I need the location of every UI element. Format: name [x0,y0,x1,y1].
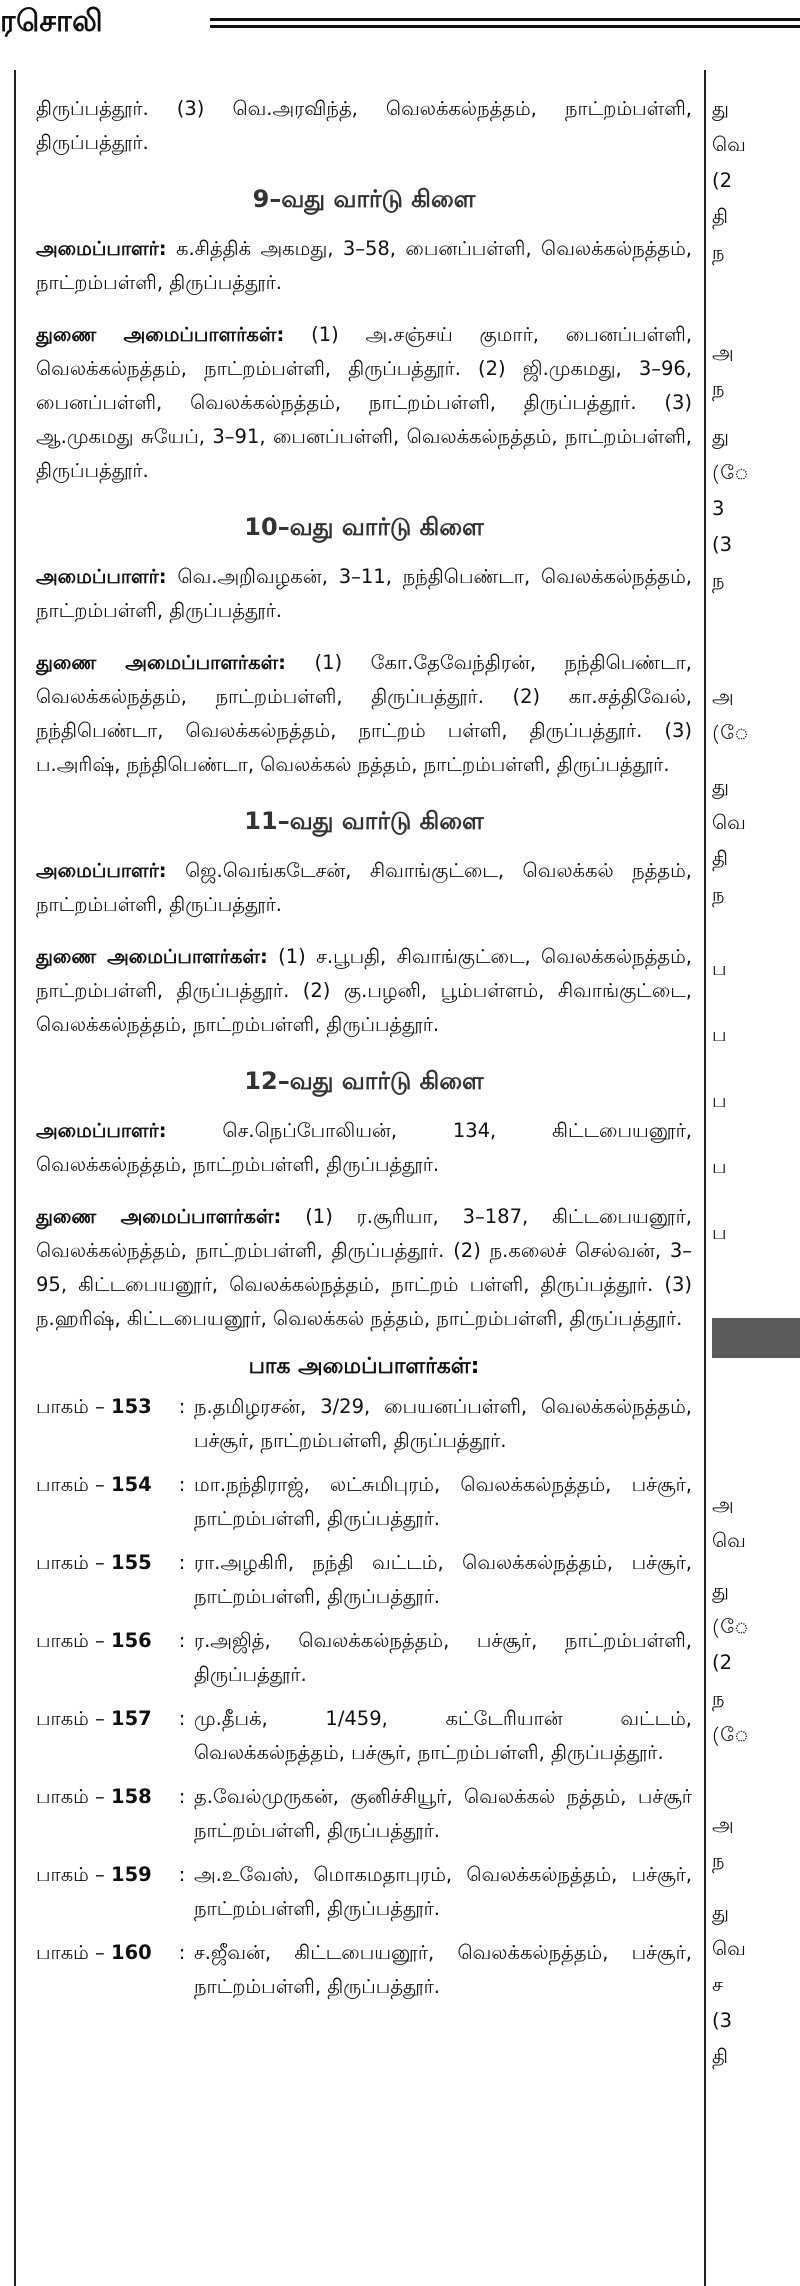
booth-number [36,1858,170,1926]
organizer-label: அமைப்பாளர்: [36,1119,167,1142]
fragment-text: ப [712,1221,727,1244]
fragment-text: ந [712,883,725,906]
deputies-text: (1) ர.சூரியா, 3–187, கிட்டபையனூர், வெலக்கல்நத்தம், நாட்றம்பள்ளி, திருப்பத்தூர். (2) ந.கலைச் செல்வன், 3–95, கிட்டபையனூர், வெலக்கல்நத்தம், நாட்றம் பள்ளி, திருப்பத்தூர். (3) ந.ஹரிஷ், கிட்டபையனூர், வெலக்கல் நத்தம், நாட்றம்பள்ளி, திருப்பத்தூர். [36,1205,693,1330]
booth-num: 156 [111,1629,152,1652]
booth-colon: : [178,1629,186,1652]
organizer-text: க.சித்திக் அகமது, 3–58, பைனப்பள்ளி, வெலக்கல்நத்தம், நாட்றம்பள்ளி, திருப்பத்தூர். [36,237,693,294]
ward-heading: 11–வது வார்டு கிளை [244,807,484,835]
organizer-paragraph [36,1114,692,1182]
fragment-text: (ே [712,1723,749,1746]
fragment-text: தி [712,2045,728,2068]
fragment-text: ப [712,1089,727,1112]
fragment-text: ந [712,1849,725,1872]
booth-row [36,1936,692,2004]
deputies-text: (1) அ.சஞ்சய் குமார், பைனப்பள்ளி, வெலக்கல்நத்தம், நாட்றம்பள்ளி, திருப்பத்தூர். (2) ஜி.முகமது, 3–96, பைனப்பள்ளி, வெலக்கல்நத்தம், நாட்றம்பள்ளி, திருப்பத்தூர். (3) ஆ.முகமது சுயேப், 3–91, பைனப்பள்ளி, வெலக்கல்நத்தம், நாட்றம்பள்ளி, திருப்பத்தூர். [36,323,693,482]
booth-colon: : [178,1863,186,1886]
booth-number [36,1780,170,1848]
booth-prefix: பாகம் – [36,1707,112,1730]
booth-prefix: பாகம் – [36,1785,112,1808]
fragment-text: தி [712,847,728,870]
fragment-text: (ே [712,721,749,744]
organizer-text: ஜெ.வெங்கடேசன், சிவாங்குட்டை, வெலக்கல் நத்தம், நாட்றம்பள்ளி, திருப்பத்தூர். [36,859,692,916]
fragment-text: ந [712,241,725,264]
fragment-text: து [712,1901,729,1924]
organizer-text: வெ.அறிவழகன், 3–11, நந்திபெண்டா, வெலக்கல்நத்தம், நாட்றம்பள்ளி, திருப்பத்தூர். [36,565,692,622]
booth-row [36,1702,692,1770]
fragment-text: (ே [712,461,749,484]
fragment-text: ந [712,569,725,592]
booth-num: 159 [111,1863,152,1886]
booth-prefix: பாகம் – [36,1551,112,1574]
booth-row [36,1780,692,1848]
booth-number [36,1624,170,1692]
booth-colon: : [178,1395,186,1418]
booth-prefix: பாகம் – [36,1941,112,1964]
left-column-divider [14,70,16,2286]
booth-row [36,1546,692,1614]
fragment-text: அ [712,685,734,708]
fragment-text: து [712,1579,729,1602]
masthead-title: ரசொலி [0,4,104,39]
booth-colon: : [178,1473,186,1496]
booth-detail: த.வேல்முருகன், குனிச்சியூர், வெலக்கல் நத்தம், பச்சூர் நாட்றம்பள்ளி, திருப்பத்தூர். [194,1785,692,1842]
fragment-text: ந [712,1687,725,1710]
booth-detail: அ.உவேஸ், மொகமதாபுரம், வெலக்கல்நத்தம், பச்சூர், நாட்றம்பள்ளி, திருப்பத்தூர். [194,1863,692,1920]
booth-prefix: பாகம் – [36,1629,112,1652]
fragment-text: ப [712,1023,727,1046]
fragment-text: (2 [712,169,733,192]
booth-row [36,1390,692,1458]
booth-detail: ச.ஜீவன், கிட்டபையனூர், வெலக்கல்நத்தம், பச்சூர், நாட்றம்பள்ளி, திருப்பத்தூர். [194,1941,692,1998]
fragment-text: ப [712,957,727,980]
gray-block [712,1318,800,1358]
organizer-label: அமைப்பாளர்: [36,859,167,882]
organizer-paragraph [36,560,692,628]
booth-list [36,1390,692,2004]
booth-detail: ந.தமிழரசன், 3/29, பையனப்பள்ளி, வெலக்கல்நத்தம், பச்சூர், நாட்றம்பள்ளி, திருப்பத்தூர். [194,1395,692,1452]
booth-num: 158 [111,1785,152,1808]
fragment-text: வெ [712,1529,746,1552]
booth-prefix: பாகம் – [36,1473,112,1496]
ward-heading: 9–வது வார்டு கிளை [252,185,476,213]
masthead-rule [210,18,800,32]
fragment-text: (3 [712,533,733,556]
booth-organizers-heading: பாக அமைப்பாளர்கள்: [248,1354,480,1379]
fragment-text: வெ [712,133,746,156]
organizer-paragraph [36,854,692,922]
booth-number [36,1702,170,1770]
booth-num: 157 [111,1707,152,1730]
page-header [0,0,800,58]
organizer-text: செ.நெப்போலியன், 134, கிட்டபையனூர், வெலக்கல்நத்தம், நாட்றம்பள்ளி, திருப்பத்தூர். [36,1119,692,1176]
fragment-text: தி [712,205,728,228]
deputies-label: துணை அமைப்பாளர்கள்: [36,1205,282,1228]
ward-10-block [36,510,692,782]
deputies-text: (1) கோ.தேவேந்திரன், நந்திபெண்டா, வெலக்கல்நத்தம், நாட்றம்பள்ளி, திருப்பத்தூர். (2) கா.சத்திவேல், நந்திபெண்டா, வெலக்கல்நத்தம், நாட்றம் பள்ளி, திருப்பத்தூர். (3) ப.அரிஷ், நந்திபெண்டா, வெலக்கல் நத்தம், நாட்றம்பள்ளி, திருப்பத்தூர். [36,651,693,776]
ward-11-block [36,804,692,1042]
fragment-text: அ [712,1813,734,1836]
booth-colon: : [178,1551,186,1574]
booth-colon: : [178,1707,186,1730]
fragment-text: (ே [712,1615,749,1638]
booth-prefix: பாகம் – [36,1863,112,1886]
ward-12-block [36,1064,692,1336]
fragment-text: து [712,775,729,798]
fragment-text: அ [712,1493,734,1516]
booth-num: 153 [111,1395,152,1418]
booth-row [36,1468,692,1536]
deputies-paragraph [36,940,692,1042]
fragment-text: 3 [712,497,725,520]
organizer-paragraph [36,232,692,300]
deputies-paragraph [36,318,692,488]
deputies-paragraph [36,1200,692,1336]
ward-9-block [36,182,692,488]
organizer-label: அமைப்பாளர்: [36,237,167,260]
fragment-text: வெ [712,1937,746,1960]
ward-heading: 10–வது வார்டு கிளை [244,513,484,541]
booth-row [36,1624,692,1692]
fragment-text: ப [712,1155,727,1178]
fragment-text: அ [712,341,734,364]
booth-prefix: பாகம் – [36,1395,112,1418]
booth-detail: ர.அஜித், வெலக்கல்நத்தம், பச்சூர், நாட்றம்பள்ளி, திருப்பத்தூர். [194,1629,692,1686]
deputies-paragraph [36,646,692,782]
booth-detail: மா.நந்திராஜ், லட்சுமிபுரம், வெலக்கல்நத்தம், பச்சூர், நாட்றம்பள்ளி, திருப்பத்தூர். [194,1473,692,1530]
booth-num: 154 [111,1473,152,1496]
organizer-label: அமைப்பாளர்: [36,565,167,588]
booth-number [36,1546,170,1614]
fragment-text: து [712,97,729,120]
booth-num: 160 [111,1941,152,1964]
booth-colon: : [178,1941,186,1964]
fragment-text: து [712,425,729,448]
main-column [36,92,692,2014]
fragment-text: வெ [712,811,746,834]
booth-row [36,1858,692,1926]
deputies-label: துணை அமைப்பாளர்கள்: [36,323,285,346]
fragment-text: ச [712,1973,723,1996]
deputies-label: துணை அமைப்பாளர்கள்: [36,945,268,968]
booth-num: 155 [111,1551,152,1574]
fragment-text: ந [712,377,725,400]
intro-paragraph: திருப்பத்தூர். (3) வெ.அரவிந்த், வெலக்கல்நத்தம், நாட்றம்பள்ளி, திருப்பத்தூர். [36,97,692,154]
booth-detail: மு.தீபக், 1/459, கட்டேரியான் வட்டம், வெலக்கல்நத்தம், பச்சூர், நாட்றம்பள்ளி, திருப்பத்தூர். [194,1707,692,1764]
booth-number [36,1468,170,1536]
booth-number [36,1390,170,1458]
deputies-label: துணை அமைப்பாளர்கள்: [36,651,286,674]
right-column-divider [704,70,706,2286]
booth-number [36,1936,170,2004]
fragment-text: (3 [712,2009,733,2032]
booth-colon: : [178,1785,186,1808]
booth-detail: ரா.அழகிரி, நந்தி வட்டம், வெலக்கல்நத்தம், பச்சூர், நாட்றம்பள்ளி, திருப்பத்தூர். [194,1551,692,1608]
deputies-text: (1) ச.பூபதி, சிவாங்குட்டை, வெலக்கல்நத்தம், நாட்றம்பள்ளி, திருப்பத்தூர். (2) கு.பழனி, பூம்பள்ளம், சிவாங்குட்டை, வெலக்கல்நத்தம், நாட்றம்பள்ளி, திருப்பத்தூர். [36,945,693,1036]
ward-heading: 12–வது வார்டு கிளை [244,1067,484,1095]
fragment-text: (2 [712,1651,733,1674]
